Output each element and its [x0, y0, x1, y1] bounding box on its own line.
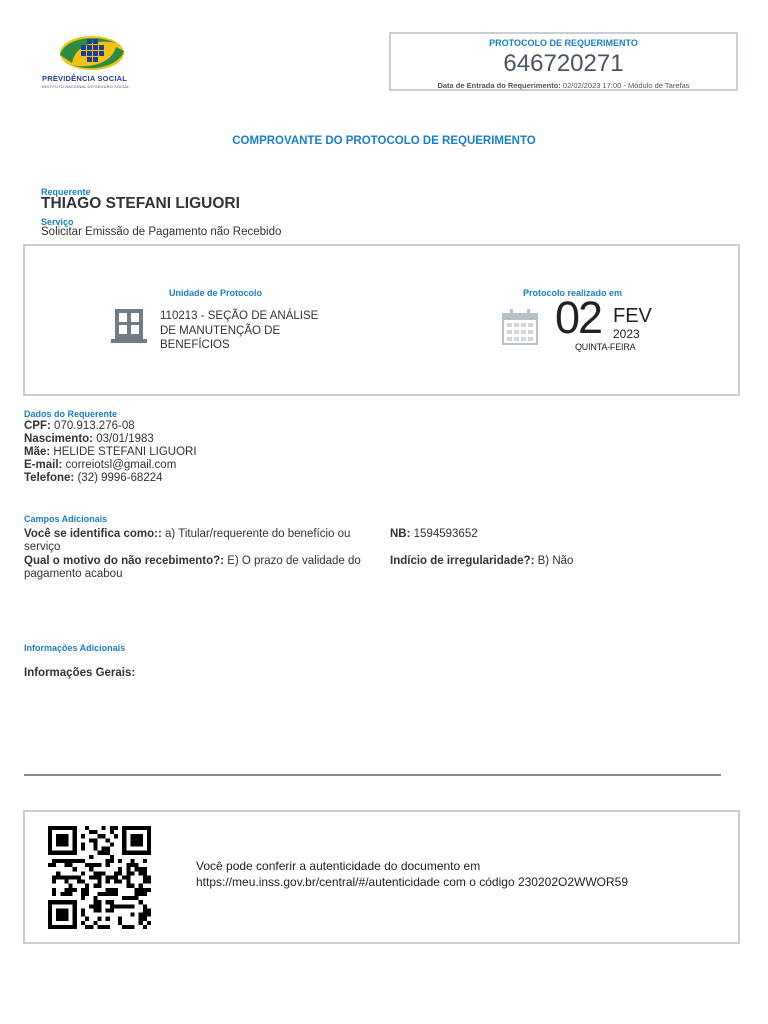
requester-data-label: Dados do Requerente: [24, 409, 118, 419]
protocol-number: 646720271: [503, 50, 624, 77]
unit-label: Unidade de Protocolo: [169, 288, 263, 298]
protocol-month: FEV: [613, 305, 652, 327]
protocol-box: [389, 32, 738, 91]
nb-value: 1594593652: [413, 528, 478, 540]
calendar-icon: [501, 308, 539, 346]
logo-subtitle: INSTITUTO NACIONAL DO SEGURO SOCIAL: [42, 84, 130, 89]
additional-fields-label: Campos Adicionais: [24, 514, 108, 524]
requester-label: Requerente: [41, 187, 91, 197]
birth-label: Nascimento:: [24, 433, 94, 445]
email-row: [24, 459, 176, 472]
identification-row: [24, 528, 369, 554]
protocol-year: 2023: [613, 327, 640, 341]
phone-value: (32) 9996-68224: [77, 472, 163, 484]
cpf-label: CPF:: [24, 420, 51, 432]
additional-info-label: Informações Adicionais: [24, 643, 126, 653]
unit-line-1: 110213 - SEÇÃO DE ANÁLISE: [160, 310, 319, 322]
previdencia-logo-icon: [54, 33, 134, 75]
authenticity-text: [196, 858, 716, 890]
reason-value: E) O prazo de validade do pagamento acabou: [24, 555, 361, 580]
reason-row: [24, 555, 369, 581]
previdencia-logo: [42, 33, 142, 95]
document-title: COMPROVANTE DO PROTOCOLO DE REQUERIMENTO: [232, 135, 536, 147]
unit-line-3: BENEFÍCIOS: [160, 339, 230, 351]
irregularity-value: B) Não: [537, 555, 574, 567]
entry-date-label: Data de Entrada do Requerimento:: [437, 81, 561, 90]
email-value: correiotsl@gmail.com: [65, 459, 177, 471]
general-info-label: Informações Gerais:: [24, 667, 136, 679]
birth-row: [24, 433, 154, 446]
protocol-date-label: Protocolo realizado em: [523, 288, 623, 298]
phone-label: Telefone:: [24, 472, 75, 484]
mother-row: [24, 446, 197, 459]
cpf-row: [24, 420, 135, 433]
requester-name: THIAGO STEFANI LIGUORI: [41, 195, 240, 212]
irregularity-label: Indício de irregularidade?:: [390, 555, 535, 567]
reason-label: Qual o motivo do não recebimento?:: [24, 555, 224, 567]
nb-row: [390, 528, 478, 541]
qr-code-icon[interactable]: [47, 826, 152, 929]
service-value: Solicitar Emissão de Pagamento não Recebido: [41, 226, 282, 238]
entry-date: [391, 81, 736, 90]
entry-date-value: 02/02/2023 17:00 - Módulo de Tarefas: [562, 81, 690, 90]
protocol-weekday: QUINTA-FEIRA: [575, 342, 636, 352]
unit-description: [160, 309, 350, 353]
authenticity-line-2: https://meu.inss.gov.br/central/#/autenticidade com o código 230202O2WWOR59: [196, 875, 629, 889]
mother-label: Mãe:: [24, 446, 51, 458]
nb-label: NB:: [390, 528, 411, 540]
service-label: Serviço: [41, 217, 74, 227]
logo-name: PREVIDÊNCIA SOCIAL: [42, 74, 127, 83]
irregularity-row: [390, 555, 573, 568]
cpf-value: 070.913.276-08: [54, 420, 135, 432]
email-label: E-mail:: [24, 459, 63, 471]
protocol-day: 02: [555, 292, 602, 343]
authenticity-line-1: Você pode conferir a autenticidade do documento em: [196, 859, 481, 873]
building-icon: [110, 308, 148, 344]
phone-row: [24, 472, 163, 485]
mother-value: HELIDE STEFANI LIGUORI: [53, 446, 197, 458]
identification-label: Você se identifica como::: [24, 528, 162, 540]
birth-value: 03/01/1983: [96, 433, 154, 445]
divider: [24, 774, 721, 776]
protocol-label: PROTOCOLO DE REQUERIMENTO: [489, 38, 638, 48]
unit-line-2: DE MANUTENÇÃO DE: [160, 324, 281, 337]
identification-value: a) Titular/requerente do benefício ou serviço: [24, 528, 351, 553]
